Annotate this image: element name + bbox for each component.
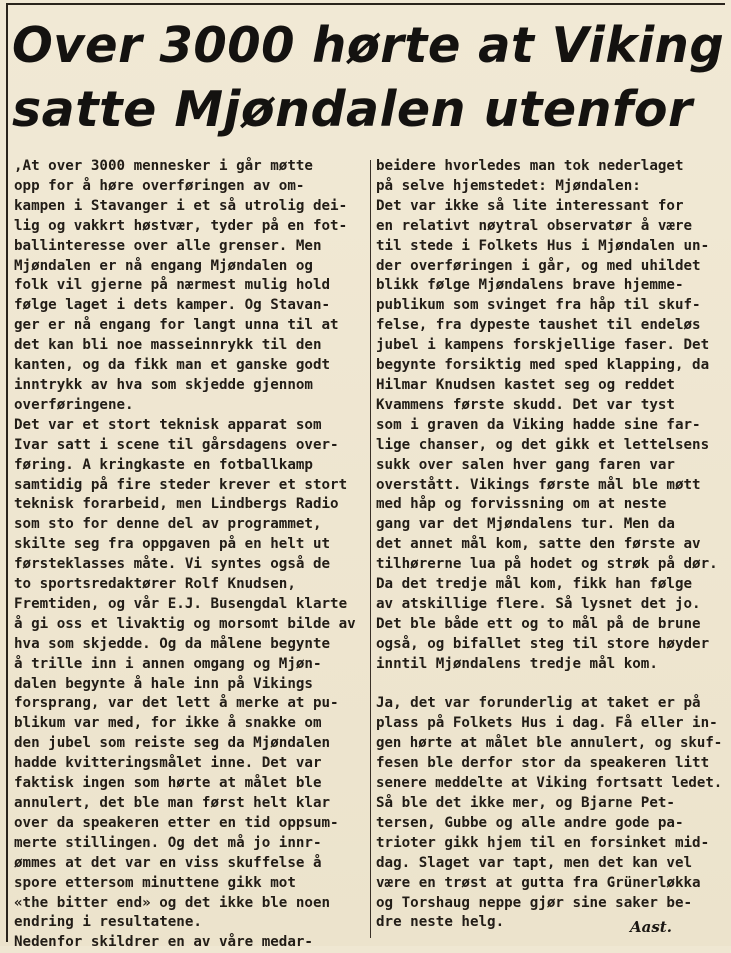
article-text-line: beidere hvorledes man tok nederlaget bbox=[376, 158, 684, 174]
article-text-line: gen hørte at målet ble annulert, og skuf- bbox=[376, 735, 723, 752]
article-text-line: som sto for denne del av programmet, bbox=[14, 516, 322, 533]
article-text-line: Det var ikke så lite interessant for bbox=[376, 197, 684, 214]
article-text-line: blikum var med, for ikke å snakke om bbox=[14, 715, 322, 732]
column-divider bbox=[370, 160, 371, 938]
article-text-line: blikk følge Mjøndalens brave hjemme- bbox=[376, 277, 684, 294]
article-text-line: teknisk forarbeid, men Lindbergs Radio bbox=[14, 496, 339, 513]
article-text-line: annulert, det ble man først helt klar bbox=[14, 795, 331, 811]
article-text-line: hva som skjedde. Og da målene begynte bbox=[14, 635, 331, 652]
article-text-line: Det ble både ett og to mål på de brune bbox=[376, 615, 701, 632]
article-text-line: plass på Folkets Hus i dag. Få eller in- bbox=[376, 715, 718, 732]
article-text-line: en relativt nøytral observatør å være bbox=[376, 217, 693, 234]
headline-line-1: Over 3000 hørte at Viking bbox=[12, 17, 725, 74]
article-text-line: til stede i Folkets Hus i Mjøndalen un- bbox=[376, 237, 710, 254]
author-signature: Aast. bbox=[630, 918, 672, 936]
headline-line-2: satte Mjøndalen utenfor bbox=[12, 81, 693, 138]
article-text-line: også, og bifallet steg til store høyder bbox=[376, 635, 710, 652]
article-text-line: sukk over salen hver gang faren var bbox=[376, 456, 675, 473]
article-text-line: Hilmar Knudsen kastet seg og reddet bbox=[376, 376, 675, 393]
article-text-line: kanten, og da fikk man et ganske godt bbox=[14, 357, 331, 374]
article-text-line: føring. A kringkaste en fotballkamp bbox=[14, 456, 313, 473]
article-text-line: overstått. Vikings første mål ble møtt bbox=[376, 476, 701, 493]
article-column-left bbox=[14, 157, 368, 953]
article-text-line: inntrykk av hva som skjedde gjennom bbox=[14, 376, 313, 393]
article-text-line: inntil Mjøndalens tredje mål kom. bbox=[376, 655, 658, 672]
left-border-rule bbox=[6, 3, 8, 942]
article-text-line: skilte seg fra oppgaven på en helt ut bbox=[14, 536, 331, 553]
article-text-line: være en trøst at gutta fra Grünerløkka bbox=[376, 874, 701, 891]
article-text-line: jubel i kampens forskjellige faser. Det bbox=[376, 337, 710, 354]
article-text-line: senere meddelte at Viking fortsatt ledet. bbox=[376, 775, 723, 792]
article-text-line: spore ettersom minuttene gikk mot bbox=[14, 874, 296, 891]
article-text-line: trioter gikk hjem til en forsinket mid- bbox=[376, 834, 710, 851]
article-text-line: to sportsredaktører Rolf Knudsen, bbox=[14, 576, 296, 593]
article-text-line: Da det tredje mål kom, fikk han følge bbox=[376, 576, 693, 593]
article-text-line: av atskillige flere. Så lysnet det jo. bbox=[376, 595, 701, 612]
article-text-line: ger er nå engang for langt unna til at bbox=[14, 317, 339, 334]
article-text-line: «the bitter end» og det ikke ble noen bbox=[14, 894, 331, 911]
article-text-line: som i graven da Viking hadde sine far- bbox=[376, 416, 701, 433]
article-text-line: og Torshaug neppe gjør sine saker be- bbox=[376, 894, 693, 911]
article-text-line: Det var et stort teknisk apparat som bbox=[14, 416, 322, 433]
article-column-right bbox=[376, 157, 722, 933]
article-text-line: det kan bli noe masseinnrykk til den bbox=[14, 337, 322, 354]
article-text-line: felse, fra dypeste taushet til endeløs bbox=[376, 317, 701, 334]
article-text-line: med håp og forvissning om at neste bbox=[376, 496, 667, 513]
article-text-line: Ivar satt i scene til gårsdagens over- bbox=[14, 436, 339, 453]
article-text-line: tersen, Gubbe og alle andre gode pa- bbox=[376, 814, 684, 831]
article-text-line: fesen ble derfor stor da speakeren litt bbox=[376, 755, 710, 772]
article-text-line: Nedenfor skildrer en av våre medar- bbox=[14, 934, 313, 951]
article-text-line: der overføringen i går, og med uhildet bbox=[376, 257, 701, 274]
article-text-line: den jubel som reiste seg da Mjøndalen bbox=[14, 735, 331, 752]
top-border-rule bbox=[6, 3, 725, 5]
article-text-line: det annet mål kom, satte den første av bbox=[376, 536, 701, 553]
article-text-line: Kvammens første skudd. Det var tyst bbox=[376, 396, 675, 413]
article-text-line: følge laget i dets kamper. Og Stavan- bbox=[14, 297, 331, 314]
article-text-line: opp for å høre overføringen av om- bbox=[14, 177, 305, 194]
article-text-line: publikum som svinget fra håp til skuf- bbox=[376, 297, 701, 314]
article-text-line: begynte forsiktig med sped klapping, da bbox=[376, 357, 710, 374]
article-text-line: Mjøndalen er nå engang Mjøndalen og bbox=[14, 257, 313, 274]
article-text-line: ,At over 3000 mennesker i går møtte bbox=[14, 158, 313, 174]
article-text-line: merte stillingen. Og det må jo innr- bbox=[14, 834, 322, 851]
article-text-line: førsteklasses måte. Vi syntes også de bbox=[14, 556, 331, 573]
article-text-line: tilhørerne lua på hodet og strøk på dør. bbox=[376, 556, 718, 573]
article-text-line: gang var det Mjøndalens tur. Men da bbox=[376, 516, 675, 533]
article-text-line: kampen i Stavanger i et så utrolig dei- bbox=[14, 197, 348, 214]
article-text-line: dag. Slaget var tapt, men det kan vel bbox=[376, 854, 693, 871]
article-text-line bbox=[376, 675, 722, 695]
article-text-line: ballinteresse over alle grenser. Men bbox=[14, 237, 322, 254]
article-text-line: overføringene. bbox=[14, 396, 134, 413]
headline bbox=[12, 14, 724, 142]
article-text-line: samtidig på fire steder krever et stort bbox=[14, 476, 348, 493]
article-text-line: lige chanser, og det gikk et lettelsens bbox=[376, 436, 710, 453]
article-text-line: Så ble det ikke mer, og Bjarne Pet- bbox=[376, 795, 675, 811]
article-text-line: på selve hjemstedet: Mjøndalen: bbox=[376, 177, 641, 194]
article-text-line: ømmes at det var en viss skuffelse å bbox=[14, 854, 322, 871]
article-text-line: over da speakeren etter en tid oppsum- bbox=[14, 814, 339, 831]
article-text-line: faktisk ingen som hørte at målet ble bbox=[14, 775, 322, 792]
article-text-line: Fremtiden, og vår E.J. Busengdal klarte bbox=[14, 595, 348, 612]
article-text-line: hadde kvitteringsmålet inne. Det var bbox=[14, 755, 322, 772]
article-text-line: å gi oss et livaktig og morsomt bilde av bbox=[14, 615, 356, 632]
article-text-line: å trille inn i annen omgang og Mjøn- bbox=[14, 655, 322, 672]
article-text-line: lig og vakkrt høstvær, tyder på en fot- bbox=[14, 217, 348, 234]
article-text-line: folk vil gjerne på nærmest mulig hold bbox=[14, 277, 331, 294]
article-text-line: Ja, det var forunderlig at taket er på bbox=[376, 695, 701, 712]
article-text-line: dalen begynte å hale inn på Vikings bbox=[14, 675, 313, 692]
article-text-line: forsprang, var det lett å merke at pu- bbox=[14, 695, 339, 712]
article-text-line: dre neste helg. bbox=[376, 914, 505, 931]
article-text-line: endring i resultatene. bbox=[14, 914, 202, 931]
